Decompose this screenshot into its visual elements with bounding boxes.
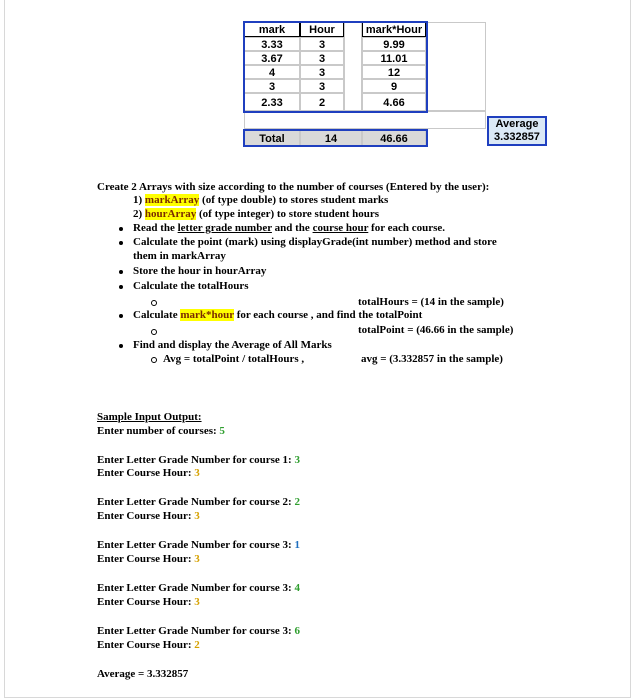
bullet-dot [119,285,123,289]
cell-hour-1: 3 [300,37,344,51]
item-markarray [133,194,388,207]
grid-blank-row [244,111,486,129]
b5-a: Calculate [133,309,181,321]
bullet-store-hour: Store the hour in hourArray [133,265,267,277]
header-hour: Hour [300,22,344,37]
total-label: Total [244,130,300,146]
b1-a: Read the [133,222,178,234]
item1-rest: (of type double) to stores student marks [199,194,389,206]
hourarray-highlight: hourArray [144,208,197,220]
bullet-dot [119,241,123,245]
b1-course-hour: course hour [312,222,369,234]
item2-prefix: 2) [133,208,145,220]
sub-bullet-circle [151,329,157,335]
sub-bullet-circle [151,357,157,363]
cell-mark-4: 3 [244,79,300,93]
markarray-highlight: markArray [144,194,200,206]
item1-prefix: 1) [133,194,145,206]
grade-value: 1 [294,539,300,551]
entry-5-grade [97,625,300,638]
bullet-calc-point-1: Calculate the point (mark) using displayGrade(int number) method and store [133,236,497,248]
b1-b: and the [271,222,313,234]
grade-prompt: Enter Letter Grade Number for course 3: [97,582,295,594]
cell-mh-5: 4.66 [362,93,426,111]
entry-2-grade [97,496,300,509]
intro-line: Create 2 Arrays with size according to the number of courses (Entered by the user): [97,181,490,193]
hour-prompt: Enter Course Hour: [97,639,195,651]
grade-prompt: Enter Letter Grade Number for course 1: [97,454,295,466]
cell-mark-5: 2.33 [244,93,300,111]
bullet-read-grade [133,222,445,235]
hour-prompt: Enter Course Hour: [97,467,195,479]
cell-hour-4: 3 [300,79,344,93]
grade-value: 3 [294,454,300,466]
bullet-average: Find and display the Average of All Marks [133,339,332,351]
entry-3-hour [97,553,200,566]
courses-value: 5 [219,425,225,437]
cell-hour-5: 2 [300,93,344,111]
cell-mark-1: 3.33 [244,37,300,51]
header-markhour: mark*Hour [362,22,426,37]
courses-prompt: Enter number of courses: [97,425,220,437]
hour-prompt: Enter Course Hour: [97,596,195,608]
sub-avg-formula: Avg = totalPoint / totalHours , [163,353,305,365]
spreadsheet-image [238,18,548,168]
hour-value: 2 [194,639,200,651]
entry-4-hour [97,596,200,609]
cell-mh-1: 9.99 [362,37,426,51]
header-mark: mark [244,22,300,37]
sub-total-hours: totalHours = (14 in the sample) [358,296,504,308]
b5-b: for each course , and find the totalPoint [233,309,423,321]
cell-mh-3: 12 [362,65,426,79]
bullet-calc-point-2: them in markArray [133,250,226,262]
item-hourarray [133,208,379,221]
hour-prompt: Enter Course Hour: [97,510,195,522]
item2-rest: (of type integer) to store student hours [196,208,380,220]
bullet-total-hours: Calculate the totalHours [133,280,249,292]
grade-prompt: Enter Letter Grade Number for course 3: [97,625,295,637]
entry-4-grade [97,582,300,595]
cell-mh-2: 11.01 [362,51,426,65]
b1-letter-grade: letter grade number [177,222,272,234]
hour-prompt: Enter Course Hour: [97,553,195,565]
hour-value: 3 [194,467,200,479]
sub-avg-sample: avg = (3.332857 in the sample) [361,353,503,365]
entry-1-hour [97,467,200,480]
average-output: Average = 3.332857 [97,668,189,680]
b1-c: for each course. [368,222,446,234]
average-box [487,116,547,146]
cell-hour-3: 3 [300,65,344,79]
table-outline [243,21,428,113]
average-label: Average [495,118,539,130]
entry-2-hour [97,510,200,523]
cell-mark-3: 4 [244,65,300,79]
entry-5-hour [97,639,200,652]
grade-value: 6 [294,625,300,637]
entry-1-grade [97,454,300,467]
cell-hour-2: 3 [300,51,344,65]
sample-heading: Sample Input Output: [97,411,202,423]
courses-line [97,425,225,438]
sub-total-point: totalPoint = (46.66 in the sample) [358,324,514,336]
cell-mh-4: 9 [362,79,426,93]
hour-value: 3 [194,596,200,608]
total-hours: 14 [300,130,362,146]
average-value: 3.332857 [494,131,540,143]
hour-value: 3 [194,553,200,565]
total-outline [243,129,428,147]
bullet-dot [119,314,123,318]
sub-bullet-circle [151,300,157,306]
entry-3-grade [97,539,300,552]
total-point: 46.66 [362,130,426,146]
bullet-dot [119,227,123,231]
grid-right [426,22,486,111]
grade-prompt: Enter Letter Grade Number for course 2: [97,496,295,508]
cell-mark-2: 3.67 [244,51,300,65]
bullet-dot [119,344,123,348]
hour-value: 3 [194,510,200,522]
bullet-dot [119,270,123,274]
bullet-mark-hour [133,309,422,322]
grade-value: 2 [294,496,300,508]
grade-prompt: Enter Letter Grade Number for course 3: [97,539,295,551]
grade-value: 4 [294,582,300,594]
markhour-highlight: mark*hour [180,309,234,321]
